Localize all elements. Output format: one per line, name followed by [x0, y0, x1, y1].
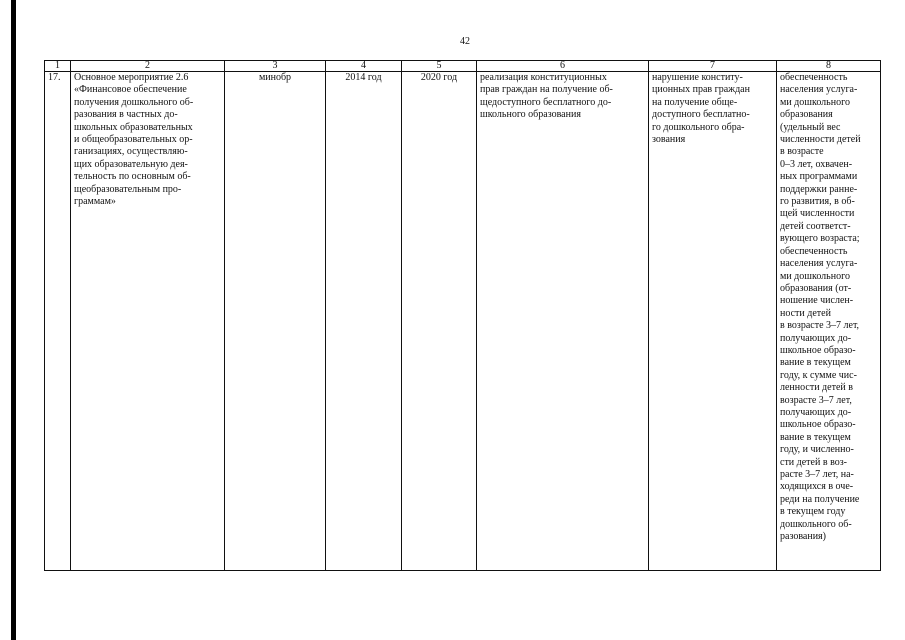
- event-name: Основное мероприятие 2.6 «Финансовое обеспечение получения дошкольного об- разования в частных до- школьных образовательных и общеобразовательных ор- ганизациях, осуществляю- щих образовательную дея- тельность по основным об- щеобразовательным про- граммам»: [71, 72, 225, 571]
- scan-edge: [11, 0, 16, 640]
- column-number: 2: [71, 61, 225, 72]
- executor: минобр: [225, 72, 326, 571]
- non-fulfillment-consequences: нарушение конститу- ционных прав граждан на получение обще- доступного бесплатно- го дошкольного обра- зования: [649, 72, 777, 571]
- expected-result: реализация конституционных прав граждан на получение об- щедоступного бесплатного до- школьного образования: [477, 72, 649, 571]
- page-number: 42: [460, 36, 470, 47]
- column-number: 8: [777, 61, 881, 72]
- row-number: 17.: [45, 72, 71, 571]
- column-number: 6: [477, 61, 649, 72]
- related-indicators: обеспеченность населения услуга- ми дошкольного образования (удельный вес численности детей в возрасте 0–3 лет, охвачен- ных программами поддержки ранне- го развития, в об- щей численности детей соответст- вующего возраста; обеспеченность населения услуга- ми дошкольного образования (от- ношение числен- ности детей в возрасте 3–7 лет, получающих до- школьное образо- вание в текущем году, к сумме чис- ленности детей в возрасте 3–7 лет, получающих до- школьное образо- вание в текущем году, и численно- сти детей в воз- расте 3–7 лет, на- ходящихся в оче- реди на получение в текущем году дошкольного об- разования): [777, 72, 881, 571]
- table-row: [45, 72, 881, 571]
- column-number: 3: [225, 61, 326, 72]
- column-number-row: [45, 61, 881, 72]
- column-number: 1: [45, 61, 71, 72]
- program-table: [44, 60, 881, 571]
- end-year: 2020 год: [402, 72, 477, 571]
- column-number: 4: [326, 61, 402, 72]
- column-number: 5: [402, 61, 477, 72]
- column-number: 7: [649, 61, 777, 72]
- start-year: 2014 год: [326, 72, 402, 571]
